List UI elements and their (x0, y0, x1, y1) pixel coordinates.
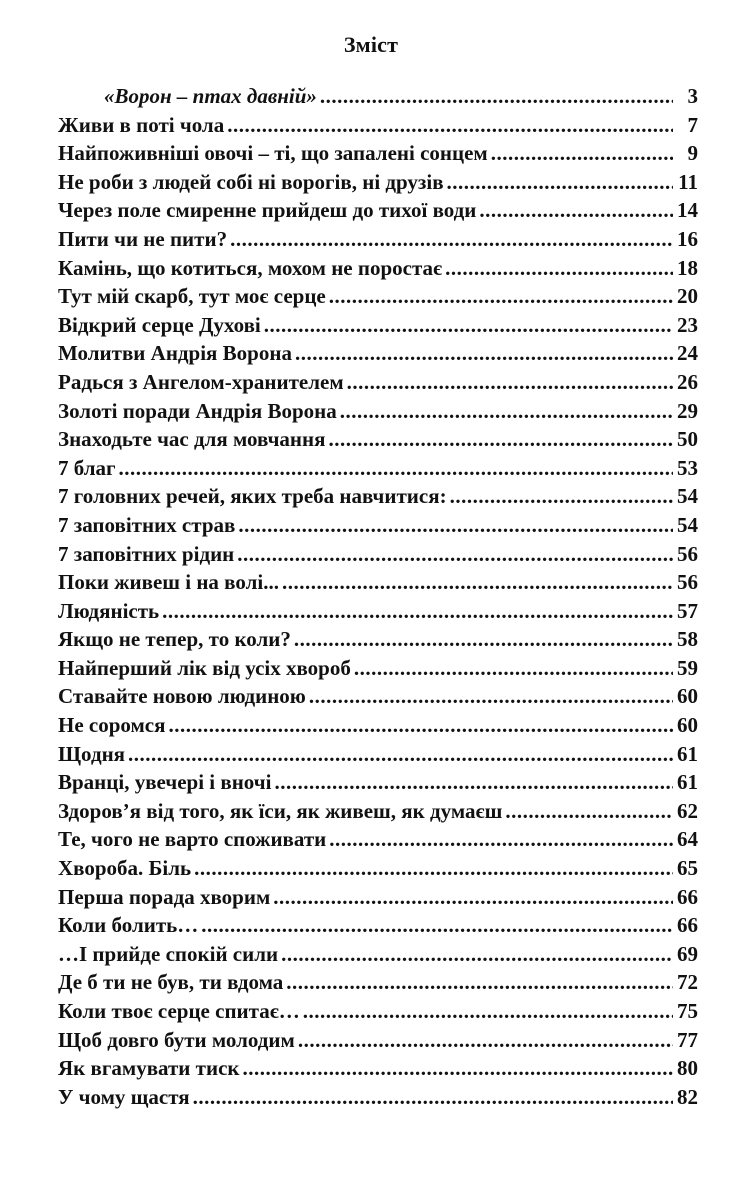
toc-entry-title: Поки живеш і на волі... (58, 570, 279, 595)
toc-entry (58, 568, 698, 597)
toc-entry (58, 740, 698, 769)
toc-heading: Зміст (343, 32, 399, 57)
dot-leader (119, 454, 673, 483)
toc-entry (58, 968, 698, 997)
toc-entry (58, 883, 698, 912)
toc-entry-title: Перша порада хворим (58, 884, 271, 909)
dot-leader (347, 368, 673, 397)
toc-entry-page-number: 82 (677, 1084, 698, 1109)
toc-entry (58, 82, 698, 111)
toc-entry-title: Радься з Ангелом-хранителем (58, 369, 344, 394)
toc-entry-page-number: 75 (677, 999, 698, 1023)
toc-entry-page-number: 61 (677, 770, 698, 795)
toc-entry (58, 825, 698, 854)
dot-leader (298, 1026, 673, 1055)
toc-entry-page-number: 62 (677, 798, 698, 823)
toc-entry-title: Хвороба. Біль (58, 856, 192, 881)
dot-leader (238, 511, 673, 540)
toc-entry (58, 1054, 698, 1083)
toc-entry-page-number: 60 (677, 684, 698, 709)
toc-entry (58, 768, 698, 797)
toc-entry (58, 454, 698, 483)
toc-entry-title: 7 благ (58, 455, 116, 480)
dot-leader (295, 339, 673, 368)
toc-entry-title: Де б ти не був, ти вдома (58, 970, 284, 995)
toc-entry-page-number: 26 (677, 369, 698, 394)
toc-entry-page-number: 24 (677, 341, 698, 366)
toc-entry-page-number: 9 (687, 141, 698, 166)
dot-leader (309, 682, 673, 711)
toc-entry (58, 511, 698, 540)
dot-leader (450, 482, 673, 511)
dot-leader (294, 625, 673, 654)
toc-entry-title: Як вгамувати тиск (58, 1056, 240, 1081)
toc-entry-page-number: 61 (677, 741, 698, 766)
dot-leader (479, 196, 673, 225)
toc-entry (58, 368, 698, 397)
toc-entry (58, 139, 698, 168)
toc-entry-page-number: 14 (677, 198, 698, 223)
dot-leader (340, 397, 673, 426)
toc-entry-title: 7 головних речей, яких треба навчитися: (58, 484, 447, 509)
toc-entry-title: Вранці, увечері і вночі (58, 770, 272, 795)
dot-leader (328, 425, 673, 454)
toc-entry-title: Якщо не тепер, то коли? (58, 627, 291, 652)
toc-entry-title: Ставайте новою людиною (58, 684, 306, 709)
toc-entry-title: Щодня (58, 741, 126, 766)
toc-entry-title: Живи в поті чола (58, 112, 225, 137)
toc-entry-page-number: 56 (677, 541, 698, 566)
dot-leader (264, 311, 673, 340)
toc-entry (58, 540, 698, 569)
dot-leader (128, 740, 673, 769)
dot-leader (273, 883, 673, 912)
dot-leader (162, 597, 673, 626)
dot-leader (282, 568, 673, 597)
toc-entry-page-number: 77 (677, 1027, 698, 1052)
toc-entry-page-number: 20 (677, 284, 698, 309)
toc-entry-title: 7 заповітних страв (58, 512, 236, 537)
toc-entry-title: …І прийде спокій сили (58, 941, 279, 966)
toc-entry (58, 397, 698, 426)
toc-entry-page-number: 18 (677, 255, 698, 280)
toc-entry-page-number: 58 (677, 627, 698, 652)
toc-entry (58, 625, 698, 654)
toc-entry-page-number: 64 (677, 827, 698, 852)
toc-entry-title: У чому щастя (58, 1084, 190, 1109)
toc-entry-title: Камінь, що котиться, мохом не поростає (58, 255, 443, 280)
toc-entry (58, 854, 698, 883)
toc-entry-page-number: 53 (677, 455, 698, 480)
toc-entry-title: 7 заповітних рідин (58, 541, 235, 566)
toc-entry-page-number: 54 (677, 484, 698, 509)
dot-leader (193, 1083, 673, 1112)
dot-leader (274, 768, 673, 797)
toc-entry-page-number: 23 (677, 312, 698, 337)
toc-entry-title: Відкрий серце Духові (58, 312, 261, 337)
toc-entry-page-number: 66 (677, 913, 698, 938)
toc-entry (58, 940, 698, 969)
dot-leader (505, 797, 673, 826)
dot-leader (286, 968, 673, 997)
dot-leader (201, 911, 673, 940)
toc-entry-title: Коли твоє серце спитає… (58, 999, 300, 1023)
table-of-contents (58, 82, 698, 1111)
toc-entry-page-number: 11 (678, 169, 698, 194)
toc-entry (58, 111, 698, 140)
toc-entry-title: Те, чого не варто споживати (58, 827, 327, 852)
toc-entry-page-number: 16 (677, 226, 698, 251)
dot-leader (281, 940, 673, 969)
dot-leader (227, 111, 673, 140)
toc-entry-page-number: 50 (677, 427, 698, 452)
dot-leader (169, 711, 674, 740)
dot-leader (320, 82, 673, 111)
toc-entry-title: Щоб довго бути молодим (58, 1027, 295, 1052)
toc-entry-title: Коли болить… (58, 913, 199, 938)
toc-entry (58, 196, 698, 225)
toc-entry-title: Найперший лік від усіх хвороб (58, 655, 351, 680)
toc-entry (58, 997, 698, 1026)
toc-entry (58, 282, 698, 311)
toc-entry-page-number: 60 (677, 713, 698, 738)
toc-entry-page-number: 3 (687, 84, 698, 108)
dot-leader (329, 825, 673, 854)
dot-leader (491, 139, 673, 168)
toc-entry (58, 311, 698, 340)
toc-entry (58, 597, 698, 626)
toc-entry-title: «Ворон – птах давній» (104, 84, 317, 108)
dot-leader (329, 282, 673, 311)
toc-entry-page-number: 66 (677, 884, 698, 909)
dot-leader (243, 1054, 674, 1083)
toc-entry-title: Не соромся (58, 713, 166, 738)
toc-entry (58, 482, 698, 511)
toc-entry-title: Тут мій скарб, тут моє серце (58, 284, 326, 309)
toc-entry (58, 682, 698, 711)
toc-entry-title: Пити чи не пити? (58, 226, 228, 251)
toc-entry (58, 1083, 698, 1112)
toc-entry (58, 654, 698, 683)
toc-entry (58, 168, 698, 197)
dot-leader (194, 854, 673, 883)
toc-entry-page-number: 80 (677, 1056, 698, 1081)
toc-entry-title: Знаходьте час для мовчання (58, 427, 326, 452)
toc-entry (58, 254, 698, 283)
toc-entry (58, 425, 698, 454)
toc-entry (58, 911, 698, 940)
toc-entry-page-number: 69 (677, 941, 698, 966)
toc-entry-page-number: 7 (687, 112, 698, 137)
toc-entry (58, 797, 698, 826)
dot-leader (303, 997, 673, 1026)
toc-entry (58, 339, 698, 368)
toc-entry-title: Через поле смиренне прийдеш до тихої води (58, 198, 477, 223)
toc-entry-title: Людяність (58, 598, 160, 623)
toc-entry-title: Золоті поради Андрія Ворона (58, 398, 337, 423)
toc-entry-title: Найпоживніші овочі – ті, що запалені сонцем (58, 141, 488, 166)
toc-entry-title: Молитви Андрія Ворона (58, 341, 292, 366)
toc-entry (58, 1026, 698, 1055)
toc-entry-page-number: 29 (677, 398, 698, 423)
toc-entry (58, 225, 698, 254)
toc-entry-title: Не роби з людей собі ні ворогів, ні друзів (58, 169, 444, 194)
toc-entry-page-number: 72 (677, 970, 698, 995)
dot-leader (237, 540, 673, 569)
dot-leader (445, 254, 673, 283)
toc-entry (58, 711, 698, 740)
dot-leader (354, 654, 673, 683)
toc-entry-title: Здоров’я від того, як їси, як живеш, як думаєш (58, 798, 503, 823)
toc-entry-page-number: 56 (677, 570, 698, 595)
dot-leader (447, 168, 673, 197)
toc-entry-page-number: 54 (677, 512, 698, 537)
toc-entry-page-number: 57 (677, 598, 698, 623)
toc-entry-page-number: 59 (677, 655, 698, 680)
dot-leader (230, 225, 673, 254)
toc-entry-page-number: 65 (677, 856, 698, 881)
